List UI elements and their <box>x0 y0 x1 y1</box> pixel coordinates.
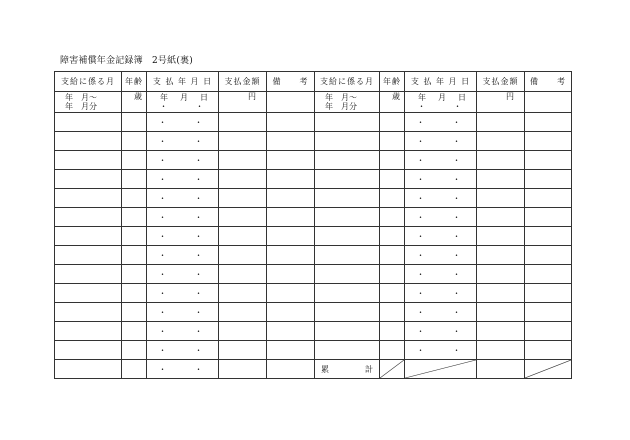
remarks-cell[interactable] <box>525 208 572 227</box>
remarks-cell[interactable] <box>267 246 315 265</box>
age-unit-left[interactable]: 歳 <box>122 92 147 113</box>
date-separator[interactable]: ・ ・ <box>147 303 219 322</box>
month-from-label: 年 月〜 <box>325 93 357 102</box>
date-separator[interactable]: ・ ・ <box>147 265 219 284</box>
entry-row <box>55 322 572 341</box>
header-amount-left: 支払金額 <box>219 72 267 92</box>
amount-cell[interactable] <box>219 284 267 303</box>
date-separator[interactable]: ・ ・ <box>405 170 477 189</box>
diagonal-strike <box>380 360 404 378</box>
amount-cell[interactable] <box>477 265 525 284</box>
date-separator[interactable]: ・ ・ <box>147 189 219 208</box>
pay-month-cell[interactable] <box>55 227 122 246</box>
yen-unit-right[interactable]: 円 <box>477 92 525 113</box>
total-age-struck <box>380 360 405 379</box>
date-separator[interactable]: ・ ・ <box>147 284 219 303</box>
age-cell[interactable] <box>122 303 147 322</box>
pay-month-cell[interactable] <box>55 113 122 132</box>
pay-date-cell-left[interactable] <box>147 92 219 113</box>
total-label-right: 計 <box>365 364 373 374</box>
age-cell[interactable] <box>380 341 405 360</box>
remarks-cell-left[interactable] <box>267 92 315 113</box>
pay-month-cell[interactable] <box>315 208 380 227</box>
amount-cell[interactable] <box>477 132 525 151</box>
pay-month-cell[interactable] <box>55 265 122 284</box>
total-remarks-struck <box>525 360 572 379</box>
age-cell[interactable] <box>380 284 405 303</box>
remarks-cell-right[interactable] <box>525 92 572 113</box>
age-cell[interactable] <box>122 265 147 284</box>
remarks-cell[interactable] <box>267 113 315 132</box>
age-cell[interactable] <box>122 322 147 341</box>
age-cell[interactable] <box>122 189 147 208</box>
pay-month-cell[interactable] <box>315 322 380 341</box>
entry-row <box>55 303 572 322</box>
remarks-cell[interactable] <box>267 132 315 151</box>
remarks-cell[interactable] <box>525 303 572 322</box>
age-cell[interactable] <box>380 265 405 284</box>
remarks-cell[interactable] <box>267 341 315 360</box>
amount-cell[interactable] <box>477 170 525 189</box>
date-separator[interactable]: ・ ・ <box>147 208 219 227</box>
amount-cell[interactable] <box>477 303 525 322</box>
pay-month-cell[interactable] <box>315 132 380 151</box>
pay-date-cell-right[interactable] <box>405 92 477 113</box>
amount-cell[interactable] <box>477 227 525 246</box>
date-separator[interactable]: ・ ・ <box>147 113 219 132</box>
form-title: 障害補償年金記録簿 2号紙(裏) <box>60 56 193 66</box>
remarks-cell[interactable] <box>525 189 572 208</box>
diagonal-strike <box>525 360 571 378</box>
amount-cell[interactable] <box>219 360 267 379</box>
month-from-label: 年 月〜 <box>65 93 97 102</box>
remarks-cell[interactable] <box>267 189 315 208</box>
header-row <box>55 72 572 92</box>
date-separator[interactable]: ・ ・ <box>405 322 477 341</box>
pay-month-cell[interactable] <box>55 284 122 303</box>
pension-ledger-table <box>54 71 572 379</box>
yen-unit-left[interactable]: 円 <box>219 92 267 113</box>
amount-cell[interactable] <box>477 151 525 170</box>
amount-cell[interactable] <box>219 113 267 132</box>
remarks-cell[interactable] <box>525 151 572 170</box>
age-cell[interactable] <box>380 170 405 189</box>
remarks-cell[interactable] <box>267 265 315 284</box>
pay-month-cell[interactable] <box>315 189 380 208</box>
remarks-cell[interactable] <box>525 322 572 341</box>
pay-month-cell[interactable] <box>55 170 122 189</box>
pay-month-cell[interactable] <box>55 360 122 379</box>
amount-cell[interactable] <box>219 227 267 246</box>
entry-row <box>55 265 572 284</box>
pay-month-cell[interactable] <box>315 265 380 284</box>
remarks-cell[interactable] <box>267 360 315 379</box>
age-cell[interactable] <box>380 227 405 246</box>
pay-month-cell[interactable] <box>315 341 380 360</box>
pay-month-cell[interactable] <box>315 284 380 303</box>
age-cell[interactable] <box>122 132 147 151</box>
amount-cell[interactable] <box>219 208 267 227</box>
amount-cell[interactable] <box>219 246 267 265</box>
date-separator[interactable]: ・ ・ <box>405 189 477 208</box>
entry-row <box>55 208 572 227</box>
pay-month-cell[interactable] <box>315 151 380 170</box>
age-cell[interactable] <box>122 341 147 360</box>
age-cell[interactable] <box>380 132 405 151</box>
date-separator[interactable]: ・ ・ <box>405 227 477 246</box>
age-cell[interactable] <box>122 170 147 189</box>
entry-row <box>55 189 572 208</box>
pay-month-cell[interactable] <box>315 303 380 322</box>
amount-cell[interactable] <box>219 170 267 189</box>
age-cell[interactable] <box>122 113 147 132</box>
age-cell[interactable] <box>122 227 147 246</box>
remarks-cell[interactable] <box>267 227 315 246</box>
amount-cell[interactable] <box>219 341 267 360</box>
header-pay-date-right: 支 払 年 月 日 <box>405 72 477 92</box>
ymd-label: 年 月 日 <box>418 93 468 102</box>
date-dots: ・ ・ <box>159 102 214 111</box>
pay-month-cell[interactable] <box>55 208 122 227</box>
total-label <box>315 360 380 379</box>
remarks-cell[interactable] <box>267 284 315 303</box>
ymd-label: 年 月 日 <box>160 93 210 102</box>
header-age-left: 年齢 <box>122 72 147 92</box>
pay-month-cell[interactable] <box>315 227 380 246</box>
header-pay-date-left: 支 払 年 月 日 <box>147 72 219 92</box>
date-separator[interactable]: ・ ・ <box>147 341 219 360</box>
amount-cell[interactable] <box>219 303 267 322</box>
header-amount-right: 支払金額 <box>477 72 525 92</box>
remarks-cell[interactable] <box>525 341 572 360</box>
age-cell[interactable] <box>122 246 147 265</box>
remarks-cell[interactable] <box>525 284 572 303</box>
header-remarks-left: 備 考 <box>267 72 315 92</box>
amount-cell[interactable] <box>477 322 525 341</box>
age-cell[interactable] <box>122 360 147 379</box>
pay-month-cell[interactable] <box>315 113 380 132</box>
month-to-label: 年 月分 <box>65 102 97 111</box>
age-cell[interactable] <box>122 151 147 170</box>
pay-month-cell[interactable] <box>55 322 122 341</box>
pay-month-cell[interactable] <box>55 132 122 151</box>
total-row <box>55 360 572 379</box>
remarks-cell[interactable] <box>525 132 572 151</box>
remarks-cell[interactable] <box>267 303 315 322</box>
date-separator[interactable]: ・ ・ <box>147 360 219 379</box>
date-separator[interactable]: ・ ・ <box>405 113 477 132</box>
remarks-cell[interactable] <box>267 322 315 341</box>
amount-cell[interactable] <box>477 208 525 227</box>
pay-month-cell[interactable] <box>55 151 122 170</box>
date-separator[interactable]: ・ ・ <box>147 132 219 151</box>
remarks-cell[interactable] <box>267 208 315 227</box>
pay-month-cell[interactable] <box>55 189 122 208</box>
entry-row <box>55 113 572 132</box>
amount-cell[interactable] <box>219 132 267 151</box>
diagonal-strike <box>405 360 476 378</box>
date-separator[interactable]: ・ ・ <box>147 246 219 265</box>
date-separator[interactable]: ・ ・ <box>147 322 219 341</box>
age-cell[interactable] <box>380 151 405 170</box>
total-label-left: 累 <box>321 364 329 374</box>
pay-month-cell[interactable] <box>55 341 122 360</box>
remarks-cell[interactable] <box>267 170 315 189</box>
pay-month-cell[interactable] <box>55 303 122 322</box>
entry-row <box>55 246 572 265</box>
unit-row <box>55 92 572 113</box>
amount-cell[interactable] <box>477 246 525 265</box>
entry-row <box>55 170 572 189</box>
date-separator[interactable]: ・ ・ <box>147 170 219 189</box>
entry-row <box>55 132 572 151</box>
amount-cell[interactable] <box>477 189 525 208</box>
remarks-cell[interactable] <box>525 170 572 189</box>
age-cell[interactable] <box>122 284 147 303</box>
date-separator[interactable]: ・ ・ <box>405 151 477 170</box>
amount-cell[interactable] <box>219 322 267 341</box>
header-pay-month-left: 支給に係る月 <box>55 72 122 92</box>
total-date-struck <box>405 360 477 379</box>
age-cell[interactable] <box>122 208 147 227</box>
amount-cell[interactable] <box>477 113 525 132</box>
amount-cell[interactable] <box>219 151 267 170</box>
remarks-cell[interactable] <box>525 246 572 265</box>
remarks-cell[interactable] <box>525 227 572 246</box>
date-dots: ・ ・ <box>417 102 472 111</box>
age-unit-right[interactable]: 歳 <box>380 92 405 113</box>
entry-row <box>55 284 572 303</box>
date-separator[interactable]: ・ ・ <box>405 132 477 151</box>
pay-month-cell[interactable] <box>315 246 380 265</box>
date-separator[interactable]: ・ ・ <box>405 341 477 360</box>
entry-row <box>55 151 572 170</box>
entry-row <box>55 341 572 360</box>
date-separator[interactable]: ・ ・ <box>405 208 477 227</box>
pay-month-cell[interactable] <box>55 246 122 265</box>
month-to-label: 年 月分 <box>325 102 357 111</box>
date-separator[interactable]: ・ ・ <box>405 284 477 303</box>
entry-row <box>55 227 572 246</box>
amount-cell[interactable] <box>477 341 525 360</box>
date-separator[interactable]: ・ ・ <box>405 303 477 322</box>
age-cell[interactable] <box>380 113 405 132</box>
age-cell[interactable] <box>380 303 405 322</box>
amount-cell[interactable] <box>477 284 525 303</box>
age-cell[interactable] <box>380 208 405 227</box>
header-remarks-right: 備 考 <box>525 72 572 92</box>
date-separator[interactable]: ・ ・ <box>405 246 477 265</box>
header-pay-month-right: 支給に係る月 <box>315 72 380 92</box>
amount-cell[interactable] <box>219 189 267 208</box>
date-separator[interactable]: ・ ・ <box>405 265 477 284</box>
age-cell[interactable] <box>380 322 405 341</box>
pay-month-cell-left[interactable] <box>55 92 122 113</box>
pay-month-cell-right[interactable] <box>315 92 380 113</box>
date-separator[interactable]: ・ ・ <box>147 151 219 170</box>
remarks-cell[interactable] <box>525 265 572 284</box>
pay-month-cell[interactable] <box>315 170 380 189</box>
remarks-cell[interactable] <box>267 151 315 170</box>
total-amount-cell[interactable] <box>477 360 525 379</box>
amount-cell[interactable] <box>219 265 267 284</box>
remarks-cell[interactable] <box>525 113 572 132</box>
header-age-right: 年齢 <box>380 72 405 92</box>
age-cell[interactable] <box>380 189 405 208</box>
age-cell[interactable] <box>380 246 405 265</box>
date-separator[interactable]: ・ ・ <box>147 227 219 246</box>
